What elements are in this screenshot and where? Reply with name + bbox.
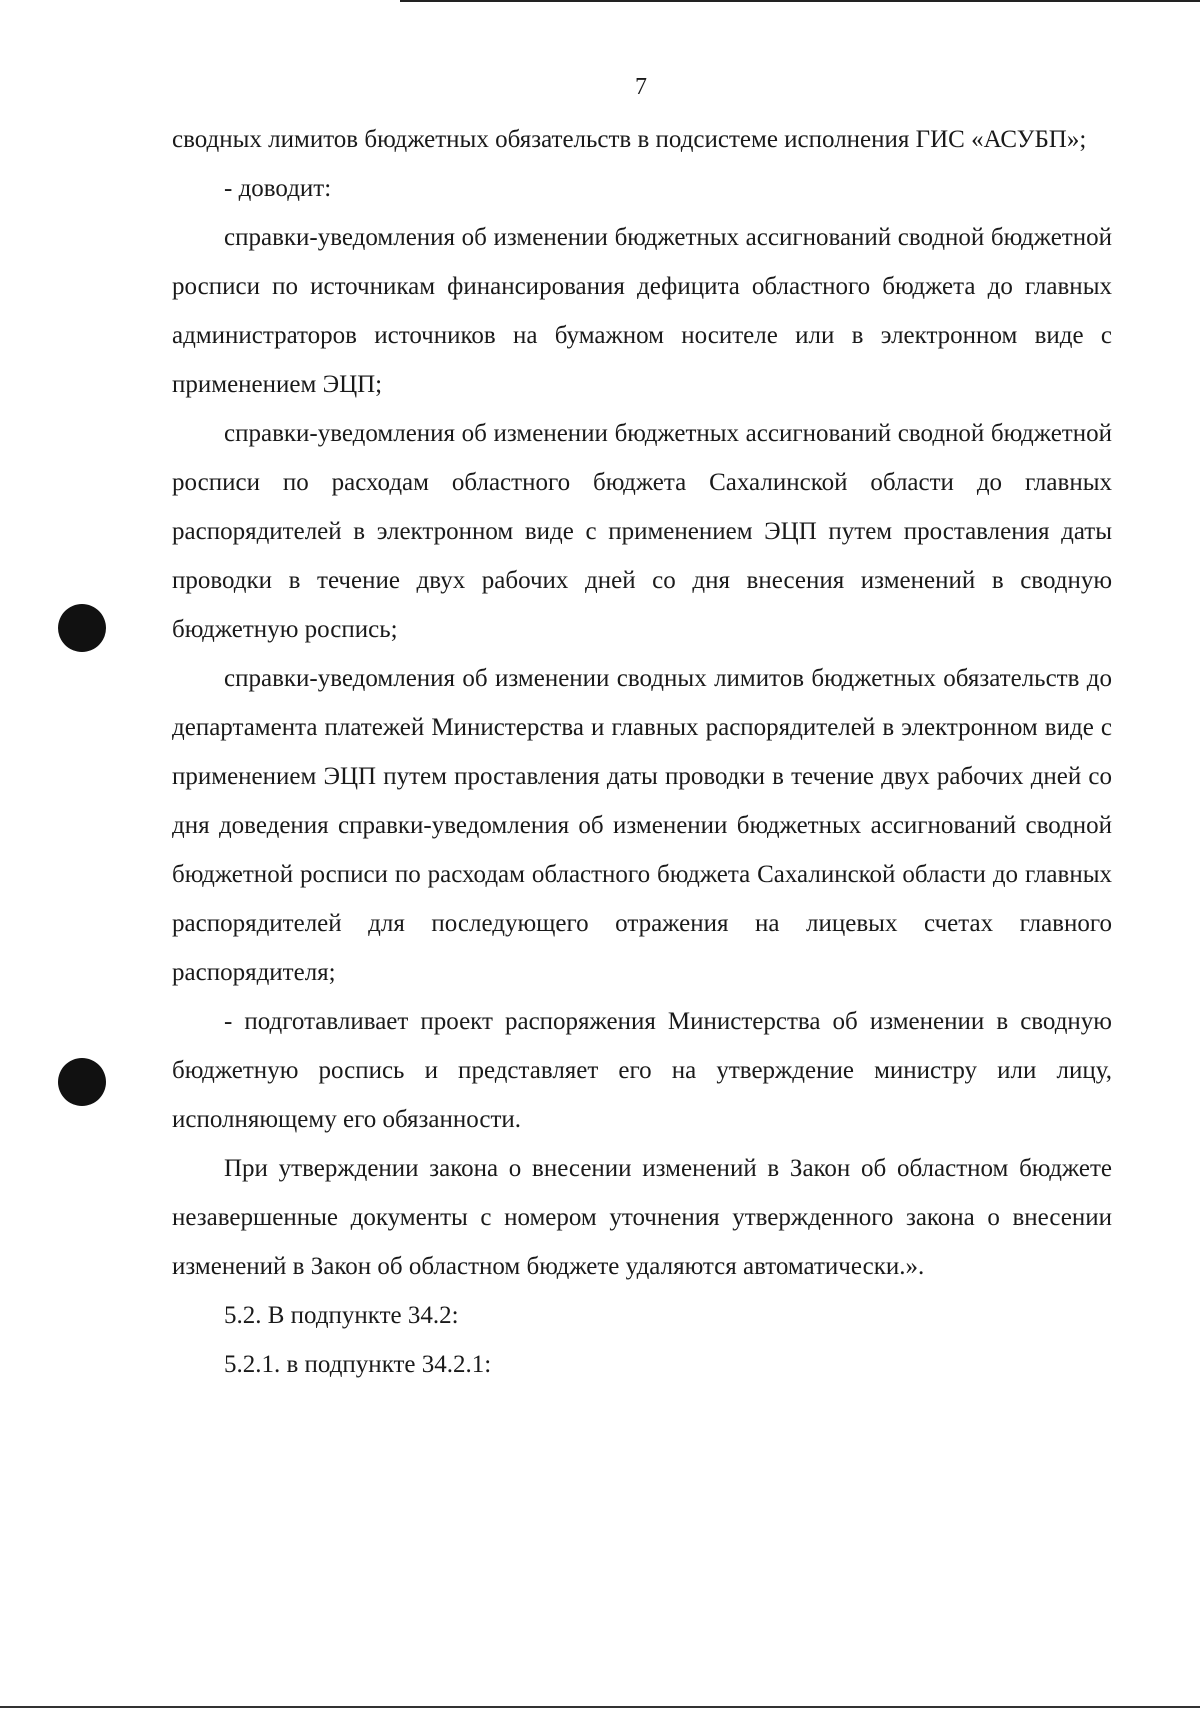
paragraph-6: - подготавливает проект распоряжения Министерства об изменении в сводную бюджетную роспись и представляет его на утверждение министру или лицу, исполняющему его обязанности.: [172, 1008, 1112, 1133]
punch-hole-lower: [58, 1058, 106, 1106]
paragraph-4: справки-уведомления об изменении бюджетных ассигнований сводной бюджетной росписи по расходам областного бюджета Сахалинской области до главных распорядителей в электронном виде с применением ЭЦП путем проставления даты проводки в течение двух рабочих дней со дня внесения изменений в сводную бюджетную роспись;: [172, 420, 1112, 643]
document-body: [172, 115, 1112, 1389]
page-number: 7: [635, 74, 647, 100]
paragraph-8: 5.2. В подпункте 34.2:: [224, 1302, 459, 1329]
paragraph-3: справки-уведомления об изменении бюджетных ассигнований сводной бюджетной росписи по источникам финансирования дефицита областного бюджета до главных администраторов источников на бумажном носителе или в электронном виде с применением ЭЦП;: [172, 224, 1112, 398]
scan-edge-bottom: [0, 1706, 1200, 1708]
paragraph-5: справки-уведомления об изменении сводных лимитов бюджетных обязательств до департамента платежей Министерства и главных распорядителей в электронном виде с применением ЭЦП путем проставления даты проводки в течение двух рабочих дней со дня доведения справки-уведомления об изменении бюджетных ассигнований сводной бюджетной росписи по расходам областного бюджета Сахалинской области до главных распорядителей для последующего отражения на лицевых счетах главного распорядителя;: [172, 665, 1112, 986]
paragraph-9: 5.2.1. в подпункте 34.2.1:: [224, 1351, 492, 1378]
scan-edge-top: [400, 0, 1200, 2]
paragraph-1: сводных лимитов бюджетных обязательств в подсистеме исполнения ГИС «АСУБП»;: [172, 126, 1087, 153]
paragraph-7: При утверждении закона о внесении изменений в Закон об областном бюджете незавершенные документы с номером уточнения утвержденного закона о внесении изменений в Закон об областном бюджете удаляются автоматически.».: [172, 1155, 1112, 1280]
paragraph-2: - доводит:: [224, 175, 332, 202]
punch-hole-upper: [58, 604, 106, 652]
